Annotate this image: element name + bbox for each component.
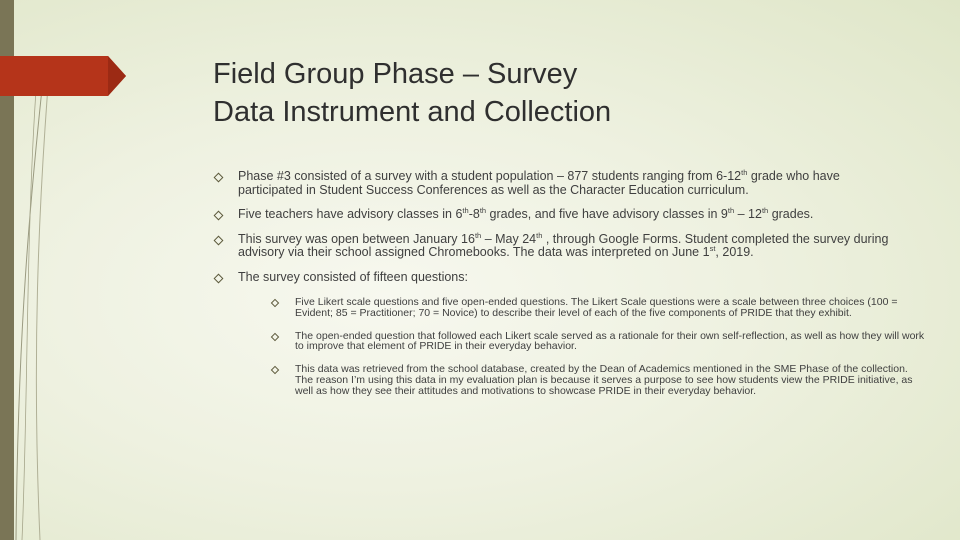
sub-bullet-item (270, 331, 925, 353)
slide-title (213, 55, 913, 131)
sub-bullet-item (270, 364, 925, 396)
bullet-item (213, 269, 925, 397)
bullet-item (213, 230, 893, 260)
diamond-bullet-icon (214, 273, 224, 283)
diamond-bullet-icon (271, 332, 279, 340)
sub-bullet-list (270, 297, 925, 397)
accent-tab (0, 56, 130, 96)
bullet-text: Five teachers have advisory classes in 6th-8th grades, and five have advisory classes in 9th – 12th grades. (238, 205, 814, 221)
bullet-list (213, 167, 925, 409)
title-line-1: Field Group Phase – Survey (213, 58, 578, 90)
bullet-text: This survey was open between January 16th – May 24th , through Google Forms. Student completed the survey during advisory via their school assigned Chromebooks. The data was interpreted on June 1st, 2019. (238, 230, 889, 259)
diamond-bullet-icon (214, 211, 224, 221)
bullet-text: Phase #3 consisted of a survey with a student population – 877 students ranging from 6-12th grade who have participated in Student Success Conferences as well as the Character Education curriculum. (238, 167, 840, 197)
diamond-bullet-icon (214, 235, 224, 245)
sub-bullet-text: This data was retrieved from the school database, created by the Dean of Academics mentioned in the SME Phase of the collection. The reason I’m using this data in my evaluation plan is because it serves a purpose to see how students view the PRIDE initiative, as well as how they see their attitudes and motivations to showcase PRIDE in their everyday behavior. (295, 363, 913, 397)
diamond-bullet-icon (271, 299, 279, 307)
sub-bullet-text: The open-ended question that followed each Likert scale served as a rationale for their own self-reflection, as well as how they will work to improve that element of PRIDE in their everyday behavior. (295, 329, 925, 353)
bullet-text: The survey consisted of fifteen questions: (238, 269, 468, 284)
diamond-bullet-icon (271, 366, 279, 374)
diamond-bullet-icon (214, 173, 224, 183)
bullet-item (213, 167, 893, 197)
sub-bullet-item (270, 297, 925, 319)
sub-bullet-text: Five Likert scale questions and five open-ended questions. The Likert Scale questions were a scale between three choices (100 = Evident; 85 = Practitioner; 70 = Novice) to describe their level of each of the five components of PRIDE that they exhibit. (295, 296, 898, 319)
title-line-2: Data Instrument and Collection (213, 96, 612, 128)
bullet-item (213, 205, 893, 222)
